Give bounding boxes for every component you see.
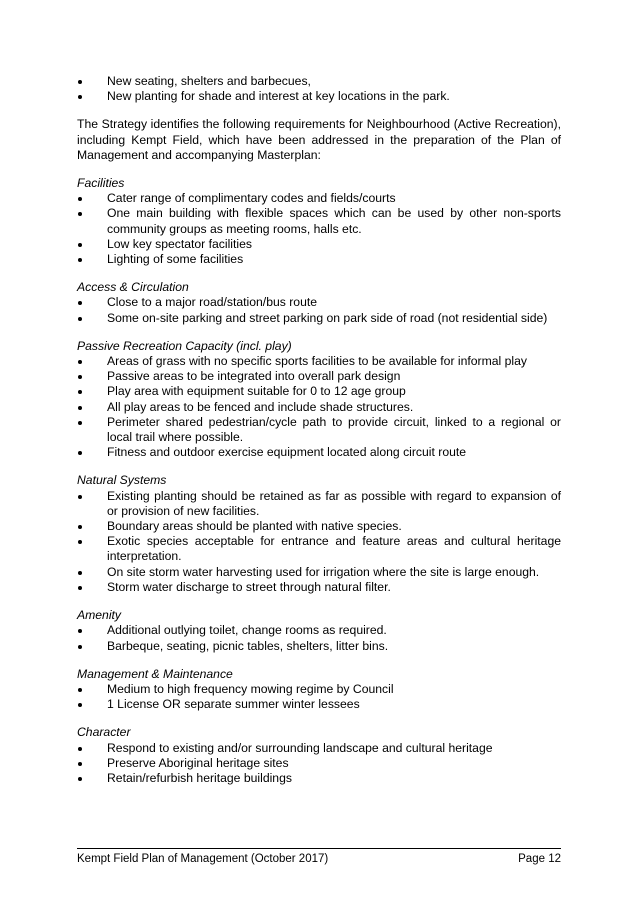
page-footer — [77, 848, 561, 866]
list-item: One main building with flexible spaces which can be used by other non-sports community groups as meeting rooms, halls etc. — [77, 206, 561, 236]
list-item: On site storm water harvesting used for irrigation where the site is large enough. — [77, 565, 561, 580]
list-item: New seating, shelters and barbecues, — [77, 74, 561, 89]
section-amenity — [77, 608, 561, 654]
list-item: New planting for shade and interest at key locations in the park. — [77, 89, 561, 104]
section-passive-recreation — [77, 339, 561, 461]
section-access-circulation — [77, 280, 561, 326]
list-item: Lighting of some facilities — [77, 252, 561, 267]
list-item: Barbeque, seating, picnic tables, shelters, litter bins. — [77, 639, 561, 654]
section-heading: Natural Systems — [77, 473, 167, 488]
list-item: Areas of grass with no specific sports facilities to be available for informal play — [77, 354, 561, 369]
list-item: Retain/refurbish heritage buildings — [77, 771, 561, 786]
intro-bullet-list — [77, 74, 561, 104]
bullet-list — [77, 191, 561, 267]
list-item: Medium to high frequency mowing regime by Council — [77, 682, 561, 697]
list-item: All play areas to be fenced and include shade structures. — [77, 400, 561, 415]
section-heading: Management & Maintenance — [77, 666, 233, 681]
list-item: Preserve Aboriginal heritage sites — [77, 756, 561, 771]
list-item: Low key spectator facilities — [77, 237, 561, 252]
section-character — [77, 725, 561, 786]
section-heading: Character — [77, 725, 131, 740]
section-heading: Passive Recreation Capacity (incl. play) — [77, 338, 292, 353]
section-heading: Facilities — [77, 176, 125, 191]
list-item: 1 License OR separate summer winter lessees — [77, 697, 561, 712]
document-page — [77, 74, 561, 786]
bullet-list — [77, 741, 561, 787]
list-item: Boundary areas should be planted with native species. — [77, 519, 561, 534]
list-item: Close to a major road/station/bus route — [77, 295, 561, 310]
section-management-maintenance — [77, 667, 561, 713]
list-item: Perimeter shared pedestrian/cycle path to provide circuit, linked to a regional or local trail where possible. — [77, 415, 561, 445]
section-facilities — [77, 176, 561, 267]
bullet-list — [77, 354, 561, 460]
section-natural-systems — [77, 473, 561, 595]
list-item: Fitness and outdoor exercise equipment located along circuit route — [77, 445, 561, 460]
list-item: Existing planting should be retained as far as possible with regard to expansion of or provision of new facilities. — [77, 489, 561, 519]
list-item: Play area with equipment suitable for 0 to 12 age group — [77, 384, 561, 399]
list-item: Exotic species acceptable for entrance and feature areas and cultural heritage interpretation. — [77, 534, 561, 564]
bullet-list — [77, 682, 561, 712]
footer-page-number: Page 12 — [518, 853, 561, 865]
list-item: Some on-site parking and street parking on park side of road (not residential side) — [77, 311, 561, 326]
bullet-list — [77, 295, 561, 325]
bullet-list — [77, 489, 561, 595]
list-item: Cater range of complimentary codes and fields/courts — [77, 191, 561, 206]
list-item: Respond to existing and/or surrounding landscape and cultural heritage — [77, 741, 561, 756]
list-item: Passive areas to be integrated into overall park design — [77, 369, 561, 384]
list-item: Storm water discharge to street through natural filter. — [77, 580, 561, 595]
footer-document-title: Kempt Field Plan of Management (October 2017) — [77, 853, 329, 865]
list-item: Additional outlying toilet, change rooms as required. — [77, 623, 561, 638]
section-heading: Access & Circulation — [77, 280, 189, 295]
bullet-list — [77, 623, 561, 653]
section-heading: Amenity — [77, 608, 122, 623]
intro-paragraph: The Strategy identifies the following requirements for Neighbourhood (Active Recreation), including Kempt Field, which have been addressed in the preparation of the Plan of Management and accompanying Masterplan: — [77, 117, 561, 162]
